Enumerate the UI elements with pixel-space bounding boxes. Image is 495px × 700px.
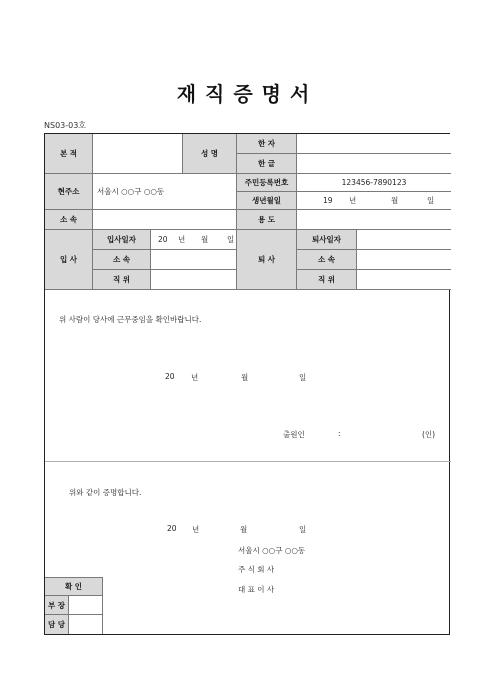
- name-label: 성 명: [183, 134, 237, 174]
- affiliation-field[interactable]: [93, 210, 237, 230]
- address-field[interactable]: 서울시 ○○구 ○○동: [93, 174, 237, 210]
- section-divider: [45, 461, 451, 462]
- certify-text: 위와 같이 증명합니다.: [69, 488, 142, 497]
- birth-field[interactable]: [297, 192, 451, 210]
- applicant-label: 출원인: [283, 430, 305, 439]
- join-label: 입 사: [45, 230, 93, 290]
- company-address: 서울시 ○○구 ○○동: [238, 546, 306, 555]
- leave-pos-field[interactable]: [357, 270, 451, 290]
- leave-date-field[interactable]: [357, 230, 451, 250]
- birth-wol: 월: [391, 196, 399, 205]
- applicant-seal: (인): [422, 430, 436, 439]
- leave-date-label: 퇴사일자: [297, 230, 357, 250]
- address-label: 현주소: [45, 174, 93, 210]
- request-date-prefix: 20: [165, 372, 175, 381]
- approval-row1-label: 부 장: [45, 596, 69, 615]
- rrn-label: 주민등록번호: [237, 174, 297, 192]
- join-pos-label: 직 위: [93, 270, 151, 290]
- approval-row1-sign[interactable]: [69, 596, 103, 615]
- hangeul-field[interactable]: [297, 154, 451, 174]
- certificate-frame: [44, 133, 450, 635]
- company-name: 주 식 회 사: [238, 565, 275, 574]
- birth-nyeon: 년: [349, 196, 357, 205]
- leave-dept-field[interactable]: [357, 250, 451, 270]
- purpose-field[interactable]: [297, 210, 451, 230]
- birth-year: 19: [323, 196, 333, 205]
- certify-date-il: 일: [299, 525, 307, 534]
- request-date-wol: 월: [241, 373, 249, 382]
- certify-date-prefix: 20: [167, 524, 177, 533]
- request-text: 위 사람이 당사에 근무중임을 확인바랍니다.: [59, 315, 202, 324]
- rrn-field[interactable]: 123456-7890123: [297, 174, 451, 192]
- birth-label: 생년월일: [237, 192, 297, 210]
- join-dept-field[interactable]: [151, 250, 237, 270]
- join-date-wol: 월: [201, 235, 209, 244]
- company-ceo: 대 표 이 사: [238, 585, 275, 594]
- join-date-label: 입사일자: [93, 230, 151, 250]
- affiliation-label: 소 속: [45, 210, 93, 230]
- document-number: NS03-03호: [44, 121, 87, 130]
- leave-label: 퇴 사: [237, 230, 297, 290]
- hanja-field[interactable]: [297, 134, 451, 154]
- document-title: 재직증명서: [176, 82, 319, 106]
- hanja-label: 한 자: [237, 134, 297, 154]
- applicant-colon: :: [338, 429, 341, 438]
- leave-pos-label: 직 위: [297, 270, 357, 290]
- bonjeok-label: 본 적: [45, 134, 93, 174]
- join-date-prefix: 20: [158, 235, 168, 244]
- approval-row2-sign[interactable]: [69, 615, 103, 634]
- join-date-il: 일: [227, 235, 235, 244]
- join-date-nyeon: 년: [178, 235, 186, 244]
- purpose-label: 용 도: [237, 210, 297, 230]
- approval-row2-label: 담 당: [45, 615, 69, 634]
- certify-date-nyeon: 년: [192, 525, 200, 534]
- join-dept-label: 소 속: [93, 250, 151, 270]
- join-date-field[interactable]: [151, 230, 237, 250]
- request-date-il: 일: [299, 373, 307, 382]
- birth-il: 일: [427, 196, 435, 205]
- hangeul-label: 한 글: [237, 154, 297, 174]
- certify-date-wol: 월: [240, 525, 248, 534]
- bonjeok-value[interactable]: [93, 134, 183, 174]
- join-pos-field[interactable]: [151, 270, 237, 290]
- request-date-nyeon: 년: [191, 373, 199, 382]
- leave-dept-label: 소 속: [297, 250, 357, 270]
- approval-header: 확 인: [45, 577, 103, 596]
